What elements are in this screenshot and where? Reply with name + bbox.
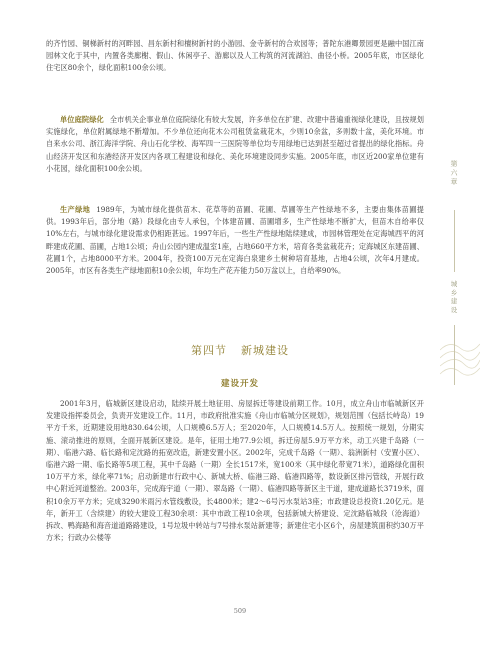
block-residential-green (46, 38, 424, 75)
block-production-green (46, 204, 424, 277)
side-tab (438, 150, 480, 410)
section-number: 第四节 (191, 344, 227, 357)
production-text: 1989年，为城市绿化提供苗木、花草等的苗圃、花圃、草圃等生产性绿地不多，主要由集体苗圃提供。1993年后，部分地（路）段绿化由专人承包，个体建苗圃、苗圃增多，生产性绿地不断扩大，但苗木自给率仅10%左右，与城市绿化建设需求仍相距甚远。1997年后，一些生产性绿地陆续建成，市园林管理处在定海城西平的河畔建成花圃、苗圃，占地1公顷；舟山公园内建成温室1座，占地660平方米，培育各类盆栽花卉；定海城区东建苗圃、花圃1个，占地8000平方米。2004年，投资100万元在定海白泉建乡土树种培育基地，占地4公顷，次年4月建成。2005年，市区有各类生产绿地面积10余公顷，年均生产花卉能力50万盆以上，自给率90%。 (46, 205, 425, 276)
lead-production: 生产绿地 (60, 205, 91, 214)
paragraph-production (46, 204, 424, 277)
sidebar-divider-lower (454, 325, 455, 385)
mountain-ornament-icon (440, 310, 480, 380)
block-development (46, 398, 424, 544)
sidebar-section: 城乡建设 (450, 280, 458, 314)
page-number: 509 (233, 607, 247, 615)
paragraph-unit-courtyard (46, 114, 424, 175)
paragraph-residential: 的齐竹园、铜梯新村的河畔园、昌东新村和檀树新村的小游园、金寺新村的合欢园等；普陀东港卿景园更是融中国江南园林文化于其中，内置各类廊榭、假山、休闲亭子、游廊以及人工构筑的河流湖泊、曲径小桥。2005年底，市区绿化住宅区80余个，绿化面积100余公顷。 (46, 39, 424, 73)
block-unit-courtyard (46, 114, 424, 175)
sidebar-divider (454, 210, 455, 272)
unit-courtyard-text: 全市机关企事业单位庭院绿化有较大发展，许多单位在扩建、改建中普遍重视绿化建设，且按规划实施绿化，单位附属绿地不断增加。不少单位还向花木公司租赁盆栽花木，少则10余盆，多则数十盆，美化环境。市自来水公司、浙江海洋学院、舟山石化学校、海军四一三医院等单位均专用绿地已达到甚至超过省提出的绿化指标。舟山经济开发区和东港经济开发区内各项工程建设和绿化、美化环境建设同步实施。2005年底，市区近200家单位建有小花园，绿化面积100余公顷。 (46, 115, 424, 173)
section-heading (0, 342, 480, 358)
lead-unit-courtyard: 单位庭院绿化 (60, 115, 104, 124)
sidebar-chapter: 第六章 (450, 160, 458, 186)
section-title: 新城建设 (241, 344, 289, 357)
subsection-heading: 建设开发 (220, 379, 259, 389)
paragraph-development: 2001年3月，临城新区建设启动，陆续开展土地征用、房屋拆迁等建设前期工作。10月，成立舟山市临城新区开发建设指挥委员会，负责开发建设工作。11月，市政府批准实施《舟山市临城分区规划》，规划范围（包括长峙岛）19平方千米，近期建设用地830.64公顷，人口规模6.5万人；至2020年，人口规模14.5万人。按照统一规划，分期实施、滚动推进的原则，全面开展新区建设。是年，征用土地77.9公顷，拆迁房屋5.9万平方米，动工兴建千岛路（一期）、临港六路、临长路和定沈路的拓宽改造，新建安置小区。2002年，完成千岛路（一期）、翁洲新村（安置小区）、临港六路一期、临长路等5项工程，其中千岛路（一期）全长1517米，宽100米（其中绿化带宽71米），道路绿化面积10万平方米，绿化率71%；启动新建市行政中心、新城大桥、临港三路、临港四路等，数设新区排污管线，开展行政中心附近河道整治。2003年，完成海宇道（一期）、翠岛路（一期）、临港四路等新区主干道，建成道路长3719米，面积10余万平方米；完成3290米雨污水管线敷设，长4800米；建2～6号污水泵站3座；市政建设总投资1.20亿元。是年，新开工（含续建）的较大建设工程30余项：其中市政工程10余项，包括新城大桥建设、定沈路临城段（沧海道）拆改、鸭海路和海音道道路路建设，1号垃圾中转站与7号排水泵站新建等；新建住宅小区6个，房屋建筑面积约30万平方米；行政办公楼等 (46, 399, 424, 543)
